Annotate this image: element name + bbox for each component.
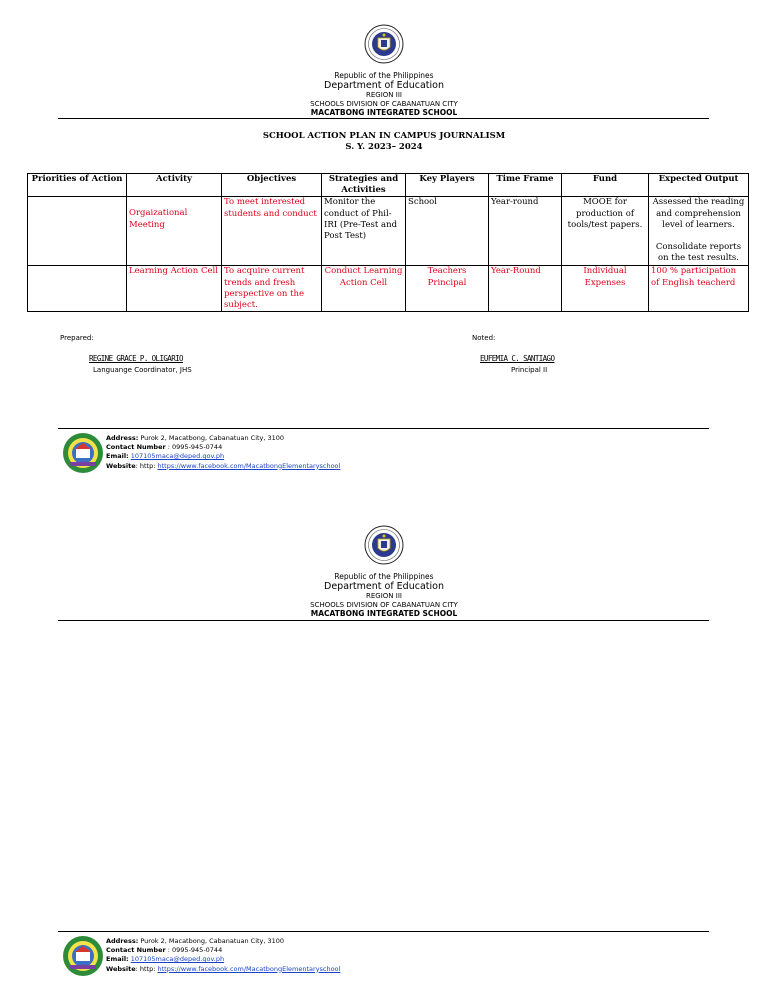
website-link[interactable]: https://www.facebook.com/MacatbongElementaryschool (157, 461, 341, 470)
priority-cell (28, 197, 127, 266)
school-year: S. Y. 2023– 2024 (345, 141, 423, 152)
output-cell: 100 % participation of English teacherd (649, 266, 749, 312)
column-header: Expected Output (649, 174, 749, 197)
footer-page1 (62, 432, 462, 482)
footer-contact-block (106, 434, 340, 471)
output-text: Assessed the reading and comprehension level of learners. (652, 197, 745, 230)
region-line: REGION III (366, 592, 402, 600)
website-label: Website (106, 964, 136, 973)
priority-cell (28, 266, 127, 312)
prepared-name: REGINE GRACE P. OLIGARIO (89, 354, 183, 363)
region-line: REGION III (366, 91, 402, 99)
department-line: Department of Education (324, 80, 444, 91)
column-header: Objectives (222, 174, 322, 197)
time-frame-cell: Year-round (489, 197, 562, 266)
republic-line: Republic of the Philippines (334, 71, 434, 80)
website-link[interactable]: https://www.facebook.com/MacatbongElementaryschool (157, 964, 341, 973)
website-prefix: : http: (135, 964, 156, 973)
address-text: Purok 2, Macatbong, Cabanatuan City, 3100 (140, 937, 285, 945)
column-header: Key Players (406, 174, 489, 197)
email-label: Email: (106, 955, 129, 964)
deped-seal-icon (364, 525, 404, 565)
prepared-title: Languange Coordinator, JHS (93, 366, 192, 374)
website-label: Website (106, 461, 136, 470)
noted-title: Principal II (511, 366, 548, 374)
footer-divider (58, 931, 709, 932)
strategies-cell: Monitor the conduct of Phil-IRI (Pre-Test and Post Test) (322, 197, 406, 266)
republic-line: Republic of the Philippines (334, 572, 434, 581)
strategies-cell: Conduct Learning Action Cell (322, 266, 406, 312)
prepared-label: Prepared: (60, 334, 94, 342)
address-text: Purok 2, Macatbong, Cabanatuan City, 3100 (140, 434, 285, 442)
contact-text: : 0995-945-0744 (167, 946, 223, 955)
website-prefix: : http: (135, 461, 156, 470)
noted-name: EUFEMIA C. SANTIAGO (480, 354, 555, 363)
output-cell (649, 197, 749, 266)
key-player-text: Principal (427, 277, 467, 288)
key-players-cell (406, 266, 489, 312)
time-frame-cell: Year-Round (489, 266, 562, 312)
output-text: Consolidate reports on the test results. (655, 242, 742, 264)
fund-cell: MOOE for production of tools/test papers. (562, 197, 649, 266)
school-logo-icon (62, 935, 104, 977)
activity-cell (127, 197, 222, 266)
contact-label: Contact Number (106, 946, 166, 955)
footer-page2 (62, 935, 462, 985)
division-line: SCHOOLS DIVISION OF CABANATUAN CITY (310, 600, 458, 609)
plan-title: SCHOOL ACTION PLAN IN CAMPUS JOURNALISM (262, 131, 506, 141)
table-row (28, 266, 749, 312)
contact-label: Contact Number (106, 443, 166, 452)
document-title (0, 131, 768, 152)
contact-text: : 0995-945-0744 (167, 443, 223, 452)
key-player-text: Teachers (427, 266, 467, 277)
email-label: Email: (106, 452, 129, 461)
key-players-cell: School (406, 197, 489, 266)
footer-divider (58, 428, 709, 429)
column-header: Strategies and Activities (322, 174, 406, 197)
header-divider (58, 620, 709, 621)
email-link[interactable]: 107105maca@deped.gov.ph (130, 955, 225, 964)
school-name: MACATBONG INTEGRATED SCHOOL (310, 108, 458, 117)
table-row (28, 197, 749, 266)
header-divider (58, 118, 709, 119)
activity-text: Orgaizational Meeting (129, 208, 188, 230)
fund-cell: Individual Expenses (562, 266, 649, 312)
action-plan-table (27, 173, 749, 312)
footer-contact-block (106, 937, 340, 974)
noted-label: Noted: (472, 334, 496, 342)
address-label: Address: (106, 937, 139, 945)
school-logo-icon (62, 432, 104, 474)
objectives-cell: To acquire current trends and fresh perspective on the subject. (222, 266, 322, 312)
division-line: SCHOOLS DIVISION OF CABANATUAN CITY (310, 99, 458, 108)
table-header-row (28, 174, 749, 197)
activity-cell: Learning Action Cell (127, 266, 222, 312)
column-header: Priorities of Action (28, 174, 127, 197)
email-link[interactable]: 107105maca@deped.gov.ph (130, 452, 225, 461)
column-header: Activity (127, 174, 222, 197)
letterhead-page2 (0, 525, 768, 618)
department-line: Department of Education (324, 581, 444, 592)
letterhead-page1 (0, 24, 768, 117)
deped-seal-icon (364, 24, 404, 64)
objectives-cell: To meet interested students and conduct (222, 197, 322, 266)
school-name: MACATBONG INTEGRATED SCHOOL (310, 609, 458, 618)
address-label: Address: (106, 434, 139, 442)
column-header: Time Frame (489, 174, 562, 197)
column-header: Fund (562, 174, 649, 197)
